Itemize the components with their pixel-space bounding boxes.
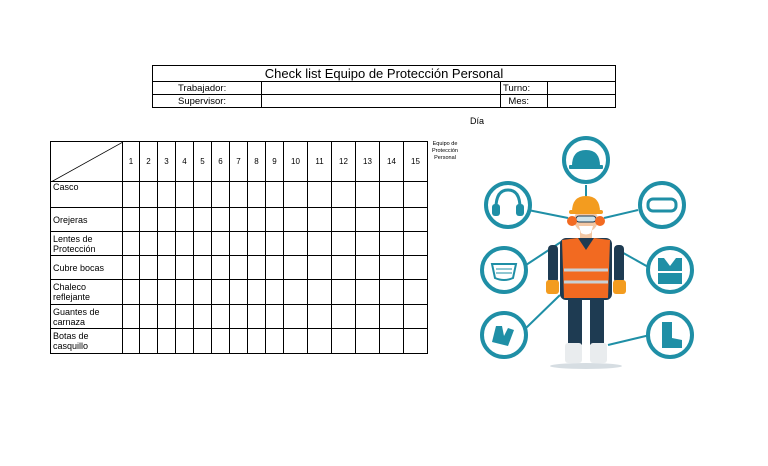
check-cell[interactable]	[158, 182, 176, 208]
check-cell[interactable]	[332, 232, 356, 256]
row-label: Orejeras	[51, 208, 123, 232]
worker-label: Trabajador:	[153, 82, 262, 95]
check-cell[interactable]	[404, 232, 428, 256]
check-cell[interactable]	[212, 182, 230, 208]
check-cell[interactable]	[140, 182, 158, 208]
check-cell[interactable]	[356, 305, 380, 329]
vest-icon	[648, 248, 692, 292]
check-cell[interactable]	[308, 208, 332, 232]
check-cell[interactable]	[332, 182, 356, 208]
check-cell[interactable]	[212, 208, 230, 232]
month-label: Mes:	[501, 95, 548, 108]
supervisor-field[interactable]	[262, 95, 501, 108]
check-cell[interactable]	[194, 305, 212, 329]
check-cell[interactable]	[158, 305, 176, 329]
row-label: Botas de casquillo	[51, 329, 123, 354]
boots-icon	[648, 313, 692, 357]
check-cell[interactable]	[230, 280, 248, 305]
check-cell[interactable]	[308, 256, 332, 280]
day-header-6: 6	[212, 142, 230, 182]
table-row	[51, 280, 428, 305]
check-cell[interactable]	[248, 232, 266, 256]
check-cell[interactable]	[212, 280, 230, 305]
check-cell[interactable]	[308, 329, 332, 354]
check-cell[interactable]	[248, 182, 266, 208]
check-cell[interactable]	[404, 208, 428, 232]
check-cell[interactable]	[332, 208, 356, 232]
check-cell[interactable]	[158, 208, 176, 232]
check-cell[interactable]	[332, 256, 356, 280]
table-row	[51, 208, 428, 232]
supervisor-label: Supervisor:	[153, 95, 262, 108]
row-label: Guantes de carnaza	[51, 305, 123, 329]
check-cell[interactable]	[176, 329, 194, 354]
table-row	[51, 305, 428, 329]
check-cell[interactable]	[266, 232, 284, 256]
check-cell[interactable]	[404, 182, 428, 208]
day-header-15: 15	[404, 142, 428, 182]
check-cell[interactable]	[248, 305, 266, 329]
check-cell[interactable]	[356, 256, 380, 280]
day-header-4: 4	[176, 142, 194, 182]
mask-icon	[482, 248, 526, 292]
form-title: Check list Equipo de Protección Personal	[153, 66, 616, 82]
row-label: Chaleco reflejante	[51, 280, 123, 305]
check-cell[interactable]	[158, 256, 176, 280]
check-cell[interactable]	[266, 182, 284, 208]
day-header-10: 10	[284, 142, 308, 182]
day-header-7: 7	[230, 142, 248, 182]
check-cell[interactable]	[380, 256, 404, 280]
check-cell[interactable]	[356, 208, 380, 232]
check-cell[interactable]	[140, 305, 158, 329]
check-cell[interactable]	[176, 208, 194, 232]
check-cell[interactable]	[212, 329, 230, 354]
check-cell[interactable]	[266, 305, 284, 329]
table-row	[51, 256, 428, 280]
check-cell[interactable]	[266, 208, 284, 232]
check-cell[interactable]	[332, 305, 356, 329]
check-cell[interactable]	[194, 208, 212, 232]
check-cell[interactable]	[140, 232, 158, 256]
day-header-5: 5	[194, 142, 212, 182]
day-header-2: 2	[140, 142, 158, 182]
check-cell[interactable]	[332, 280, 356, 305]
check-cell[interactable]	[140, 256, 158, 280]
table-row	[51, 329, 428, 354]
check-cell[interactable]	[176, 182, 194, 208]
check-cell[interactable]	[140, 329, 158, 354]
day-label: Día	[470, 116, 485, 126]
check-cell[interactable]	[123, 280, 140, 305]
check-cell[interactable]	[308, 305, 332, 329]
check-cell[interactable]	[194, 182, 212, 208]
check-cell[interactable]	[380, 232, 404, 256]
check-cell[interactable]	[284, 182, 308, 208]
row-label: Lentes de Protección	[51, 232, 123, 256]
check-cell[interactable]	[404, 329, 428, 354]
check-cell[interactable]	[248, 256, 266, 280]
check-cell[interactable]	[194, 280, 212, 305]
shift-label: Turno:	[501, 82, 548, 95]
check-cell[interactable]	[230, 256, 248, 280]
check-cell[interactable]	[123, 305, 140, 329]
table-row	[51, 182, 428, 208]
check-cell[interactable]	[248, 329, 266, 354]
check-cell[interactable]	[230, 329, 248, 354]
check-cell[interactable]	[194, 329, 212, 354]
check-cell[interactable]	[380, 329, 404, 354]
day-header-13: 13	[356, 142, 380, 182]
check-cell[interactable]	[140, 208, 158, 232]
check-cell[interactable]	[266, 256, 284, 280]
epp-column-label: Equipo de Protección Personal	[432, 141, 458, 161]
check-cell[interactable]	[404, 305, 428, 329]
header-table	[152, 65, 616, 108]
earmuffs-icon	[486, 183, 530, 227]
check-cell[interactable]	[230, 232, 248, 256]
check-cell[interactable]	[230, 305, 248, 329]
check-cell[interactable]	[212, 305, 230, 329]
check-cell[interactable]	[404, 280, 428, 305]
month-field[interactable]	[548, 95, 616, 108]
check-cell[interactable]	[212, 232, 230, 256]
check-cell[interactable]	[248, 280, 266, 305]
check-cell[interactable]	[123, 182, 140, 208]
check-cell[interactable]	[284, 305, 308, 329]
check-cell[interactable]	[332, 329, 356, 354]
checklist-grid	[50, 141, 428, 354]
check-cell[interactable]	[176, 305, 194, 329]
check-cell[interactable]	[284, 256, 308, 280]
goggles-icon	[640, 183, 684, 227]
check-cell[interactable]	[123, 232, 140, 256]
day-header-14: 14	[380, 142, 404, 182]
check-cell[interactable]	[158, 329, 176, 354]
check-cell[interactable]	[308, 280, 332, 305]
check-cell[interactable]	[140, 280, 158, 305]
check-cell[interactable]	[308, 182, 332, 208]
check-cell[interactable]	[380, 208, 404, 232]
check-cell[interactable]	[308, 232, 332, 256]
helmet-icon	[564, 138, 608, 182]
day-header-11: 11	[308, 142, 332, 182]
row-label: Casco	[51, 182, 123, 208]
check-cell[interactable]	[176, 256, 194, 280]
check-cell[interactable]	[356, 232, 380, 256]
table-row	[51, 232, 428, 256]
check-cell[interactable]	[356, 280, 380, 305]
check-cell[interactable]	[158, 232, 176, 256]
row-label: Cubre bocas	[51, 256, 123, 280]
check-cell[interactable]	[123, 208, 140, 232]
check-cell[interactable]	[284, 208, 308, 232]
check-cell[interactable]	[266, 280, 284, 305]
day-header-1: 1	[123, 142, 140, 182]
check-cell[interactable]	[284, 232, 308, 256]
check-cell[interactable]	[158, 280, 176, 305]
check-cell[interactable]	[230, 208, 248, 232]
check-cell[interactable]	[380, 280, 404, 305]
ppe-illustration	[468, 130, 716, 370]
check-cell[interactable]	[248, 208, 266, 232]
day-header-3: 3	[158, 142, 176, 182]
check-cell[interactable]	[284, 280, 308, 305]
check-cell[interactable]	[194, 256, 212, 280]
check-cell[interactable]	[380, 182, 404, 208]
check-cell[interactable]	[123, 329, 140, 354]
check-cell[interactable]	[356, 182, 380, 208]
worker-field[interactable]	[262, 82, 501, 95]
check-cell[interactable]	[194, 232, 212, 256]
corner-cell	[51, 142, 123, 182]
gloves-icon	[482, 313, 526, 357]
day-header-12: 12	[332, 142, 356, 182]
check-cell[interactable]	[176, 280, 194, 305]
check-cell[interactable]	[212, 256, 230, 280]
check-cell[interactable]	[356, 329, 380, 354]
check-cell[interactable]	[176, 232, 194, 256]
check-cell[interactable]	[284, 329, 308, 354]
check-cell[interactable]	[266, 329, 284, 354]
check-cell[interactable]	[123, 256, 140, 280]
shift-field[interactable]	[548, 82, 616, 95]
check-cell[interactable]	[404, 256, 428, 280]
day-header-8: 8	[248, 142, 266, 182]
check-cell[interactable]	[230, 182, 248, 208]
day-header-9: 9	[266, 142, 284, 182]
check-cell[interactable]	[380, 305, 404, 329]
